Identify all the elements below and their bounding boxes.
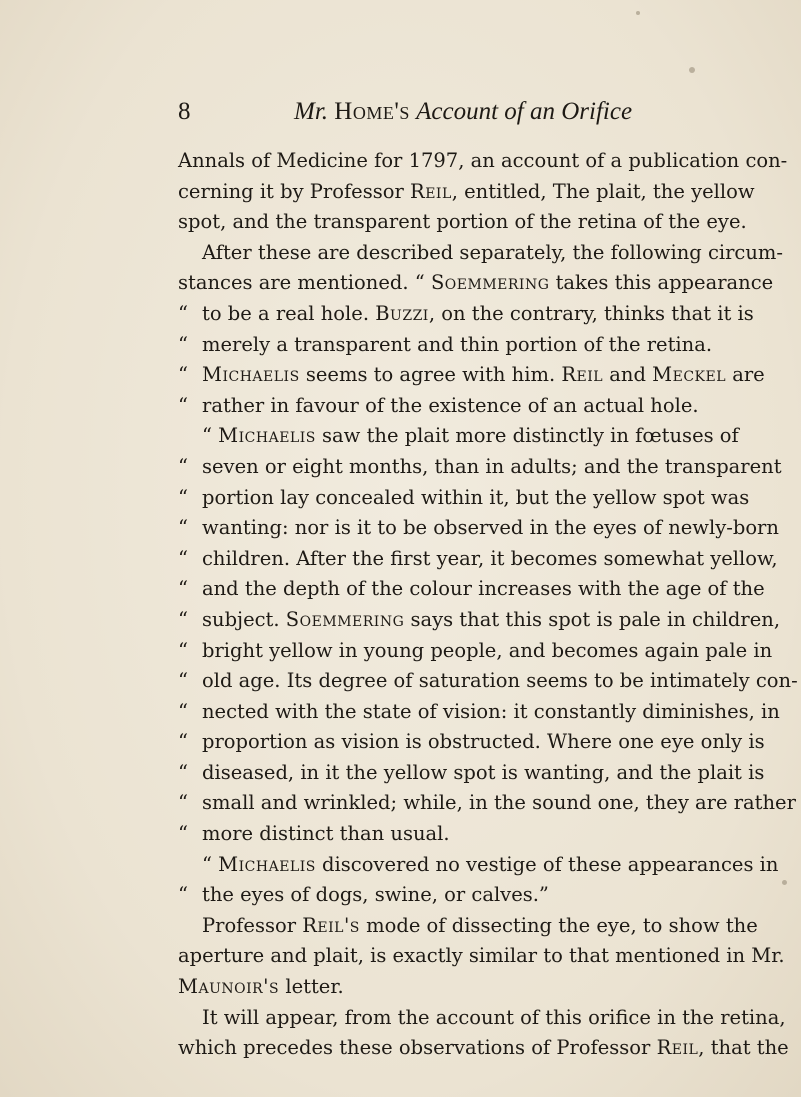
running-title-mr: Mr. (294, 98, 329, 125)
quote-mark: “ (178, 760, 188, 784)
name-smallcaps: Soemmering (430, 271, 550, 295)
foxing-spot (689, 67, 695, 73)
text-segment: diseased, in it the yellow spot is wanting, and the plait is (202, 760, 765, 784)
quote-mark: “ (178, 546, 188, 570)
name-smallcaps: Reil (561, 363, 604, 387)
quote-mark: “ (178, 454, 188, 478)
text-segment: , that the (698, 1036, 789, 1060)
text-segment: mode of dissecting the eye, to show the (359, 913, 758, 937)
text-line (178, 758, 765, 789)
text-segment: rather in favour of the existence of an actual hole. (202, 393, 699, 417)
text-segment: , on the contrary, thinks that it is (428, 301, 754, 325)
quote-mark: “ (178, 730, 188, 754)
quote-mark: “ (178, 577, 188, 601)
text-line (178, 605, 781, 636)
text-segment: seven or eight months, than in adults; and the transparent (202, 454, 782, 478)
quote-mark: “ (178, 332, 188, 356)
text-line (178, 360, 765, 391)
quote-mark: “ (178, 699, 188, 723)
foxing-spot (782, 880, 787, 885)
text-line (178, 972, 708, 1003)
text-line (178, 391, 708, 422)
running-title (294, 98, 632, 126)
text-segment: Annals of Medicine for 1797, an account of a publication con- (178, 149, 788, 172)
text-line (178, 697, 780, 728)
text-line (178, 850, 779, 881)
text-segment: says that this spot is pale in children, (404, 607, 781, 631)
text-line (178, 177, 755, 208)
page-number: 8 (178, 98, 191, 125)
quote-mark: “ (178, 669, 188, 693)
text-line (178, 636, 773, 667)
text-segment: cerning it by Professor (178, 179, 411, 203)
text-segment: aperture and plait, is exactly similar to that mentioned in Mr. (178, 944, 785, 968)
foxing-spot (636, 11, 640, 15)
text-line (178, 1033, 789, 1064)
name-smallcaps: Soemmering (285, 607, 405, 631)
text-line (178, 666, 798, 697)
text-segment: more distinct than usual. (202, 822, 450, 846)
name-smallcaps: Reil (656, 1036, 699, 1060)
name-smallcaps: Meckel (652, 363, 727, 387)
text-segment: to be a real hole. (202, 301, 376, 325)
text-segment: which precedes these observations of Professor (178, 1036, 657, 1060)
text-line (178, 574, 765, 605)
text-segment: “ (202, 424, 219, 448)
name-smallcaps: Maunoir's (178, 975, 280, 999)
quote-mark: “ (178, 393, 188, 417)
text-line (178, 330, 713, 361)
text-line (178, 238, 783, 269)
text-segment: subject. (202, 607, 286, 631)
text-line (178, 819, 708, 850)
text-segment: portion lay concealed within it, but the yellow spot was (202, 485, 750, 509)
text-segment: and the depth of the colour increases with the age of the (202, 577, 765, 601)
body-text (178, 146, 798, 1064)
quote-mark: “ (178, 607, 188, 631)
running-header (178, 98, 708, 138)
text-line (178, 880, 708, 911)
quote-mark: “ (178, 485, 188, 509)
text-line (178, 941, 785, 972)
name-smallcaps: Reil's (302, 913, 360, 937)
text-segment: and (603, 363, 653, 387)
name-smallcaps: Michaelis (218, 852, 316, 876)
text-segment: nected with the state of vision: it constantly diminishes, in (202, 699, 780, 723)
text-line (178, 911, 758, 942)
text-segment: , entitled, The plait, the yellow (451, 179, 755, 203)
quote-mark: “ (178, 822, 188, 846)
text-segment: stances are mentioned. “ (178, 271, 431, 295)
text-segment: the eyes of dogs, swine, or calves.” (202, 883, 549, 907)
text-segment: small and wrinkled; while, in the sound one, they are rather (202, 791, 796, 815)
name-smallcaps: Buzzi (375, 301, 429, 325)
text-segment: letter. (279, 975, 344, 999)
text-line (178, 268, 774, 299)
text-segment: discovered no vestige of these appearances in (315, 852, 779, 876)
text-line (178, 727, 765, 758)
text-segment: proportion as vision is obstructed. Where one eye only is (202, 730, 765, 754)
text-line (178, 421, 739, 452)
text-line (178, 544, 778, 575)
text-segment: takes this appearance (549, 271, 774, 295)
text-line (178, 299, 754, 330)
text-segment: wanting: nor is it to be observed in the eyes of newly-born (202, 516, 779, 540)
text-line (178, 513, 779, 544)
name-smallcaps: Reil (410, 179, 452, 203)
text-segment: old age. Its degree of saturation seems to be intimately con- (202, 669, 798, 693)
text-segment: spot, and the transparent portion of the retina of the eye. (178, 210, 747, 234)
quote-mark: “ (178, 883, 188, 907)
text-segment: children. After the first year, it becomes somewhat yellow, (202, 546, 778, 570)
text-line (178, 207, 747, 238)
quote-mark: “ (178, 791, 188, 815)
text-segment: “ (202, 852, 219, 876)
text-line (178, 452, 782, 483)
text-line (178, 483, 750, 514)
text-segment: Professor (202, 913, 303, 937)
quote-mark: “ (178, 638, 188, 662)
text-segment: seems to agree with him. (299, 363, 562, 387)
text-segment: saw the plait more distinctly in fœtuses of (315, 424, 739, 448)
text-line (178, 1003, 786, 1034)
quote-mark: “ (178, 516, 188, 540)
text-line (178, 146, 788, 177)
name-smallcaps: Michaelis (218, 424, 316, 448)
text-segment: bright yellow in young people, and becomes again pale in (202, 638, 773, 662)
text-line (178, 788, 796, 819)
running-title-rest: Account of an Orifice (416, 98, 633, 125)
quote-mark: “ (178, 363, 188, 387)
text-segment: are (726, 363, 765, 387)
name-smallcaps: Michaelis (202, 363, 300, 387)
running-title-home: Home's (334, 98, 410, 125)
text-segment: After these are described separately, the following circum- (202, 240, 783, 264)
text-segment: merely a transparent and thin portion of the retina. (202, 332, 713, 356)
text-segment: It will appear, from the account of this orifice in the retina, (202, 1005, 786, 1029)
quote-mark: “ (178, 301, 188, 325)
